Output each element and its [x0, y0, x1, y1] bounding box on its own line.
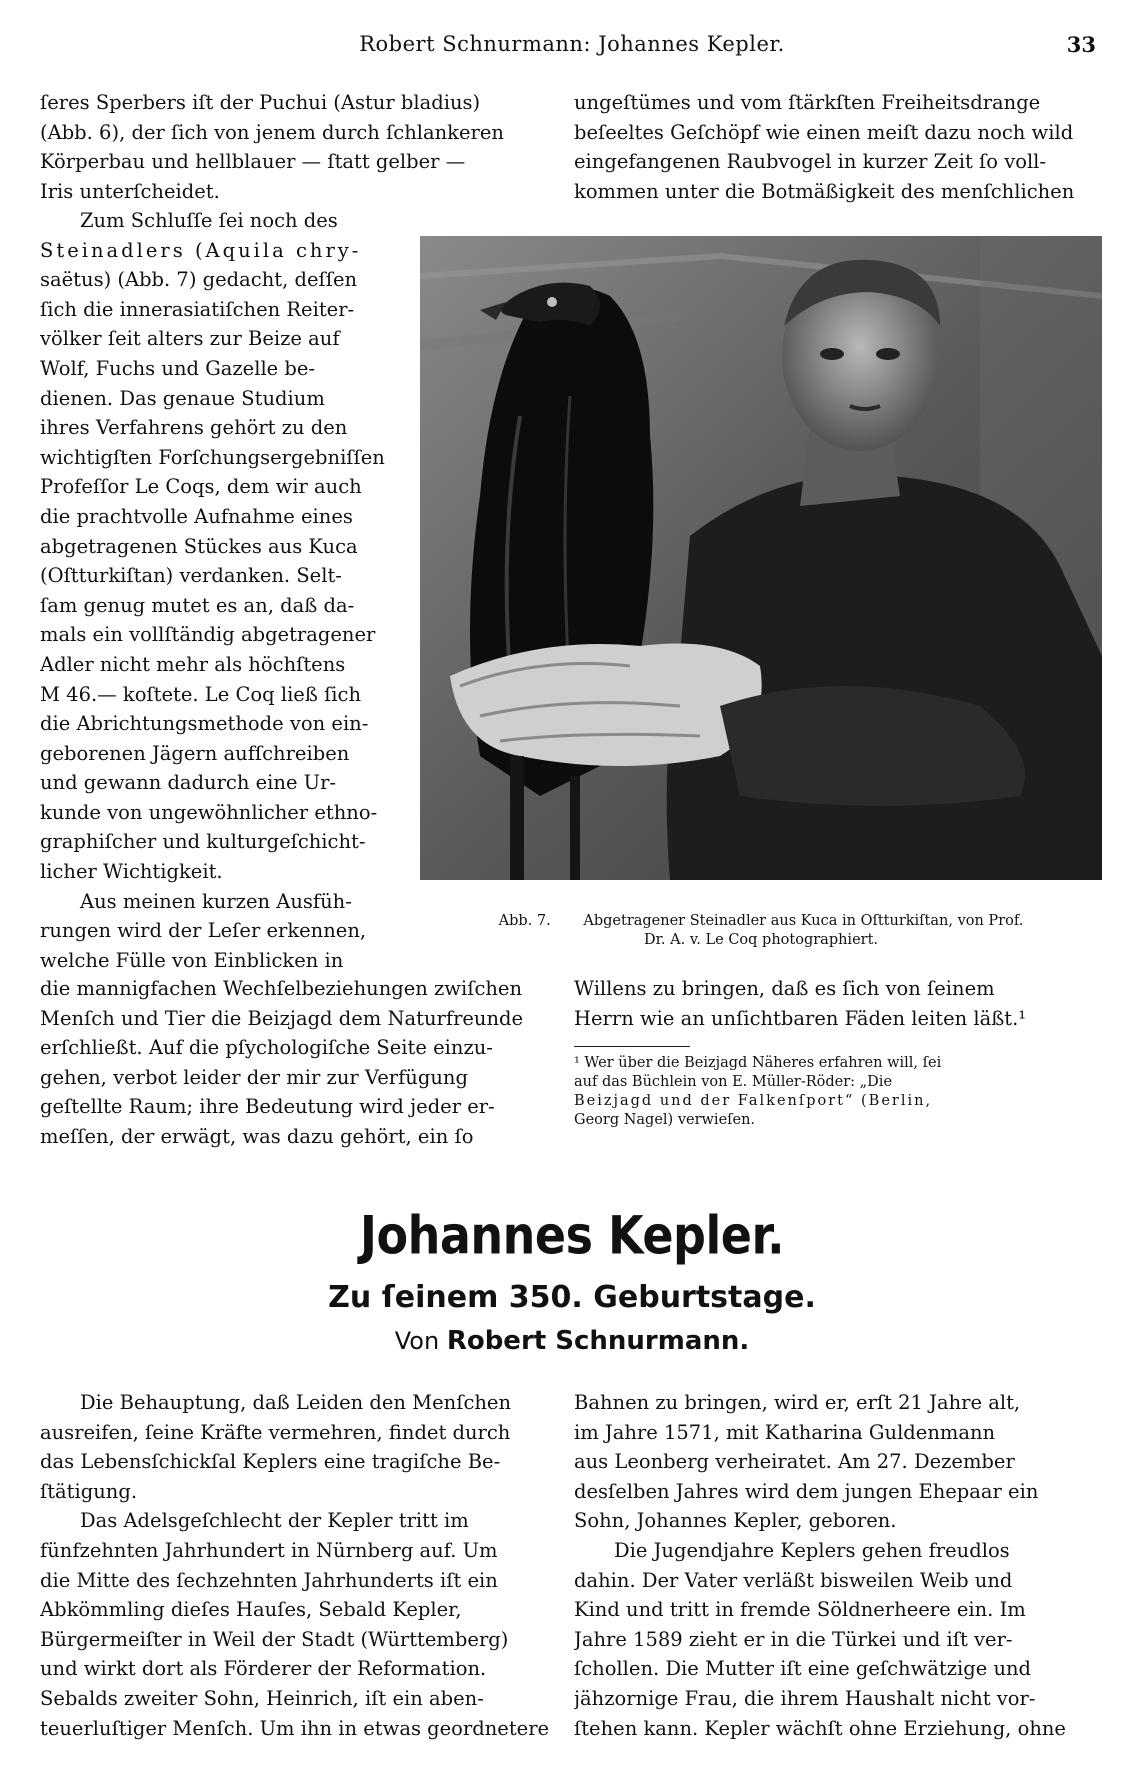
text-line: licher Wichtigkeit.: [40, 860, 223, 884]
article-right-column: [574, 1388, 1102, 1743]
text-line: ihres Verfahrens gehört zu den: [40, 416, 348, 440]
text-line: Menſch und Tier die Beizjagd dem Naturfreunde: [40, 1006, 524, 1030]
right-mid-paragraph: [574, 974, 1102, 1033]
text-line: dienen. Das genaue Studium: [40, 386, 325, 410]
text-line: M 46.— koſtete. Le Coq ließ ſich: [40, 682, 361, 706]
article-left-column: [40, 1388, 552, 1743]
article-subtitle: Zu ſeinem 350. Geburtstage.: [328, 1280, 816, 1315]
text-line: Steinadlers (Aquila chry-: [40, 238, 362, 262]
text-line: abgetragenen Stückes aus Kuca: [40, 534, 358, 558]
text-line: Sohn, Johannes Kepler, geboren.: [574, 1509, 897, 1533]
caption-line: Dr. A. v. Le Coq photographiert.: [643, 932, 879, 948]
text-line: jähzornige Frau, die ihrem Haushalt nicht vor-: [574, 1686, 1036, 1710]
text-line: welche Fülle von Einblicken in: [40, 948, 344, 972]
text-line: Abkömmling dieſes Hauſes, Sebald Kepler,: [40, 1598, 462, 1622]
text-line: ſeres Sperbers iſt der Puchui (Astur bladius): [40, 91, 481, 114]
text-line: und wirkt dort als Förderer der Reformation.: [40, 1657, 487, 1681]
text-line: ausreifen, ſeine Kräfte vermehren, findet durch: [40, 1420, 511, 1444]
page-number: 33: [1066, 32, 1096, 57]
text-line: Bürgermeiſter in Weil der Stadt (Württemberg): [40, 1627, 509, 1651]
text-line: erſchließt. Auf die pſychologiſche Seite einzu-: [40, 1036, 493, 1060]
text-line: Jahre 1589 zieht er in die Türkei und iſt ver-: [574, 1627, 1013, 1651]
footnote-divider: [574, 1046, 690, 1047]
text-line: Profeſſor Le Coqs, dem wir auch: [40, 475, 362, 499]
text-line: Zum Schluſſe ſei noch des: [80, 209, 338, 232]
text-line: Iris unterſcheidet.: [40, 179, 220, 203]
byline-author: Robert Schnurmann.: [446, 1326, 750, 1356]
text-line: und gewann dadurch eine Ur-: [40, 771, 337, 795]
text-line: gehen, verbot leider der mir zur Verfügung: [40, 1065, 468, 1089]
text-line: dahin. Der Vater verläßt bisweilen Weib und: [574, 1568, 1013, 1592]
text-line: ſtehen kann. Kepler wächſt ohne Erziehung, ohne: [574, 1716, 1066, 1740]
text-line: kommen unter die Botmäßigkeit des menſchlichen: [574, 179, 1075, 203]
text-line: rungen wird der Leſer erkennen,: [40, 919, 367, 943]
text-line: teuerluſtiger Menſch. Um ihn in etwas geordnetere: [40, 1716, 550, 1740]
text-line: Die Behauptung, daß Leiden den Menſchen: [80, 1391, 512, 1414]
text-line: fünfzehnten Jahrhundert in Nürnberg auf. Um: [40, 1538, 498, 1562]
text-line: Willens zu bringen, daß es ſich von ſeinem: [574, 977, 995, 1000]
left-wide-paragraph: [40, 974, 560, 1152]
text-line: geborenen Jägern aufſchreiben: [40, 741, 350, 765]
eagle-photograph: [420, 236, 1102, 880]
text-line: ſich die innerasiatiſchen Reiter-: [40, 297, 355, 321]
text-line: ungeſtümes und vom ſtärkſten Freiheitsdrange: [574, 91, 1041, 114]
text-line: (Oſtturkiſtan) verdanken. Selt-: [40, 564, 342, 588]
text-line: die mannigfachen Wechſelbeziehungen zwiſchen: [40, 977, 523, 1000]
text-line: (Abb. 6), der ſich von jenem durch ſchlankeren: [40, 120, 504, 144]
text-line: geſtellte Raum; ihre Bedeutung wird jeder er-: [40, 1095, 495, 1119]
text-line: Sebalds zweiter Sohn, Heinrich, iſt ein aben-: [40, 1686, 484, 1710]
text-line: aus Leonberg verheiratet. Am 27. Dezember: [574, 1450, 1015, 1474]
text-line: die prachtvolle Aufnahme eines: [40, 504, 353, 528]
footnote: [574, 1054, 1102, 1130]
text-line: Das Adelsgeſchlecht der Kepler tritt im: [80, 1509, 469, 1533]
text-line: ſtätigung.: [40, 1479, 138, 1503]
text-line: das Lebensſchickſal Keplers eine tragiſche Be-: [40, 1450, 501, 1474]
text-line: Aus meinen kurzen Ausfüh-: [80, 889, 352, 913]
text-line: Bahnen zu bringen, wird er, erſt 21 Jahre alt,: [574, 1391, 1021, 1414]
text-line: ſam genug mutet es an, daß da-: [40, 593, 355, 617]
figure-label: Abb. 7.: [498, 913, 551, 929]
text-line: die Abrichtungsmethode von ein-: [40, 712, 369, 736]
footnote-line: Georg Nagel) verwieſen.: [574, 1112, 756, 1128]
text-line: die Mitte des ſechzehnten Jahrhunderts iſt ein: [40, 1568, 498, 1592]
text-line: Herrn wie an unſichtbaren Fäden leiten läßt.¹: [574, 1006, 1027, 1030]
text-line: Körperbau und hellblauer — ſtatt gelber —: [40, 150, 466, 174]
text-line: ſchollen. Die Mutter iſt eine geſchwätzige und: [574, 1657, 1032, 1681]
text-line: meſſen, der erwägt, was dazu gehört, ein ſo: [40, 1124, 474, 1148]
figure-caption: [420, 912, 1102, 950]
text-line: desſelben Jahres wird dem jungen Ehepaar ein: [574, 1479, 1039, 1503]
left-narrow-column: [40, 206, 408, 975]
text-line: wichtigſten Forſchungsergebniſſen: [40, 445, 385, 469]
caption-line: Abgetragener Steinadler aus Kuca in Oſtturkiſtan, von Prof.: [583, 913, 1024, 929]
text-line: Die Jugendjahre Keplers gehen freudlos: [614, 1538, 1010, 1562]
text-line: Wolf, Fuchs und Gazelle be-: [40, 356, 316, 380]
article-byline: [0, 1326, 1144, 1356]
article-title: Johannes Kepler.: [359, 1203, 785, 1267]
text-line: Kind und tritt in fremde Söldnerheere ein. Im: [574, 1598, 1026, 1622]
photo-illustration: [420, 236, 1102, 880]
running-head: Robert Schnurmann: Johannes Kepler.: [359, 32, 785, 56]
footnote-line: ¹ Wer über die Beizjagd Näheres erfahren will, ſei: [574, 1055, 942, 1071]
right-top-paragraph: [574, 88, 1102, 206]
text-line: mals ein vollſtändig abgetragener: [40, 623, 376, 647]
text-line: saëtus) (Abb. 7) gedacht, deſſen: [40, 268, 358, 292]
byline-prefix: Von: [394, 1327, 440, 1355]
text-line: eingefangenen Raubvogel in kurzer Zeit ſo voll-: [574, 150, 1047, 174]
text-line: völker ſeit alters zur Beize auf: [40, 327, 340, 351]
footnote-line: Beizjagd und der Falkenſport“ (Berlin,: [574, 1093, 933, 1109]
text-line: beſeeltes Geſchöpf wie einen meiſt dazu noch wild: [574, 120, 1074, 144]
left-top-paragraph: [40, 88, 552, 206]
text-line: graphiſcher und kulturgeſchicht-: [40, 830, 366, 854]
text-line: Adler nicht mehr als höchſtens: [40, 652, 346, 676]
text-line: kunde von ungewöhnlicher ethno-: [40, 800, 378, 824]
footnote-line: auf das Büchlein von E. Müller-Röder: „Die: [574, 1074, 893, 1090]
text-line: im Jahre 1571, mit Katharina Guldenmann: [574, 1420, 996, 1444]
